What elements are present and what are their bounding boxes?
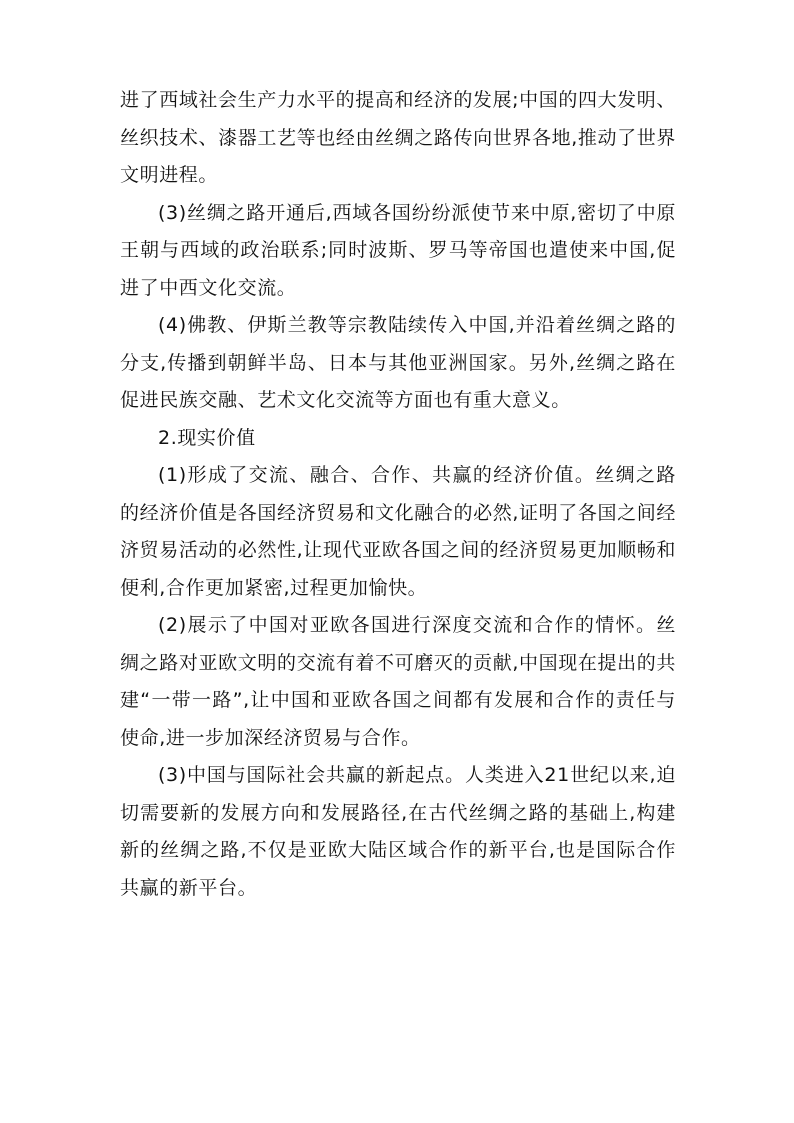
paragraph-continuation: 进了西域社会生产力水平的提高和经济的发展;中国的四大发明、丝织技术、漆器工艺等也经由丝绸之路传向世界各地,推动了世界文明进程。 [120,89,676,186]
document-body [120,82,676,907]
paragraph-practical-point-3: (3)中国与国际社会共赢的新起点。人类进入21世纪以来,迫切需要新的发展方向和发展路径,在古代丝绸之路的基础上,构建新的丝绸之路,不仅是亚欧大陆区域合作的新平台,也是国际合作共赢的新平台。 [120,764,676,899]
paragraph-practical-point-2: (2)展示了中国对亚欧各国进行深度交流和合作的情怀。丝绸之路对亚欧文明的交流有着不可磨灭的贡献,中国现在提出的共建“一带一路”,让中国和亚欧各国之间都有发展和合作的责任与使命,进一步加深经济贸易与合作。 [120,614,676,749]
section-heading-practical-value: 2.现实价值 [158,426,256,449]
paragraph-historical-point-4: (4)佛教、伊斯兰教等宗教陆续传入中国,并沿着丝绸之路的分支,传播到朝鲜半岛、日本与其他亚洲国家。另外,丝绸之路在促进民族交融、艺术文化交流等方面也有重大意义。 [120,314,676,411]
paragraph-historical-point-3: (3)丝绸之路开通后,西域各国纷纷派使节来中原,密切了中原王朝与西域的政治联系;同时波斯、罗马等帝国也遣使来中国,促进了中西文化交流。 [120,201,676,299]
paragraph-practical-point-1: (1)形成了交流、融合、合作、共赢的经济价值。丝绸之路的经济价值是各国经济贸易和文化融合的必然,证明了各国之间经济贸易活动的必然性,让现代亚欧各国之间的经济贸易更加顺畅和便利,合作更加紧密,过程更加愉快。 [120,464,676,599]
